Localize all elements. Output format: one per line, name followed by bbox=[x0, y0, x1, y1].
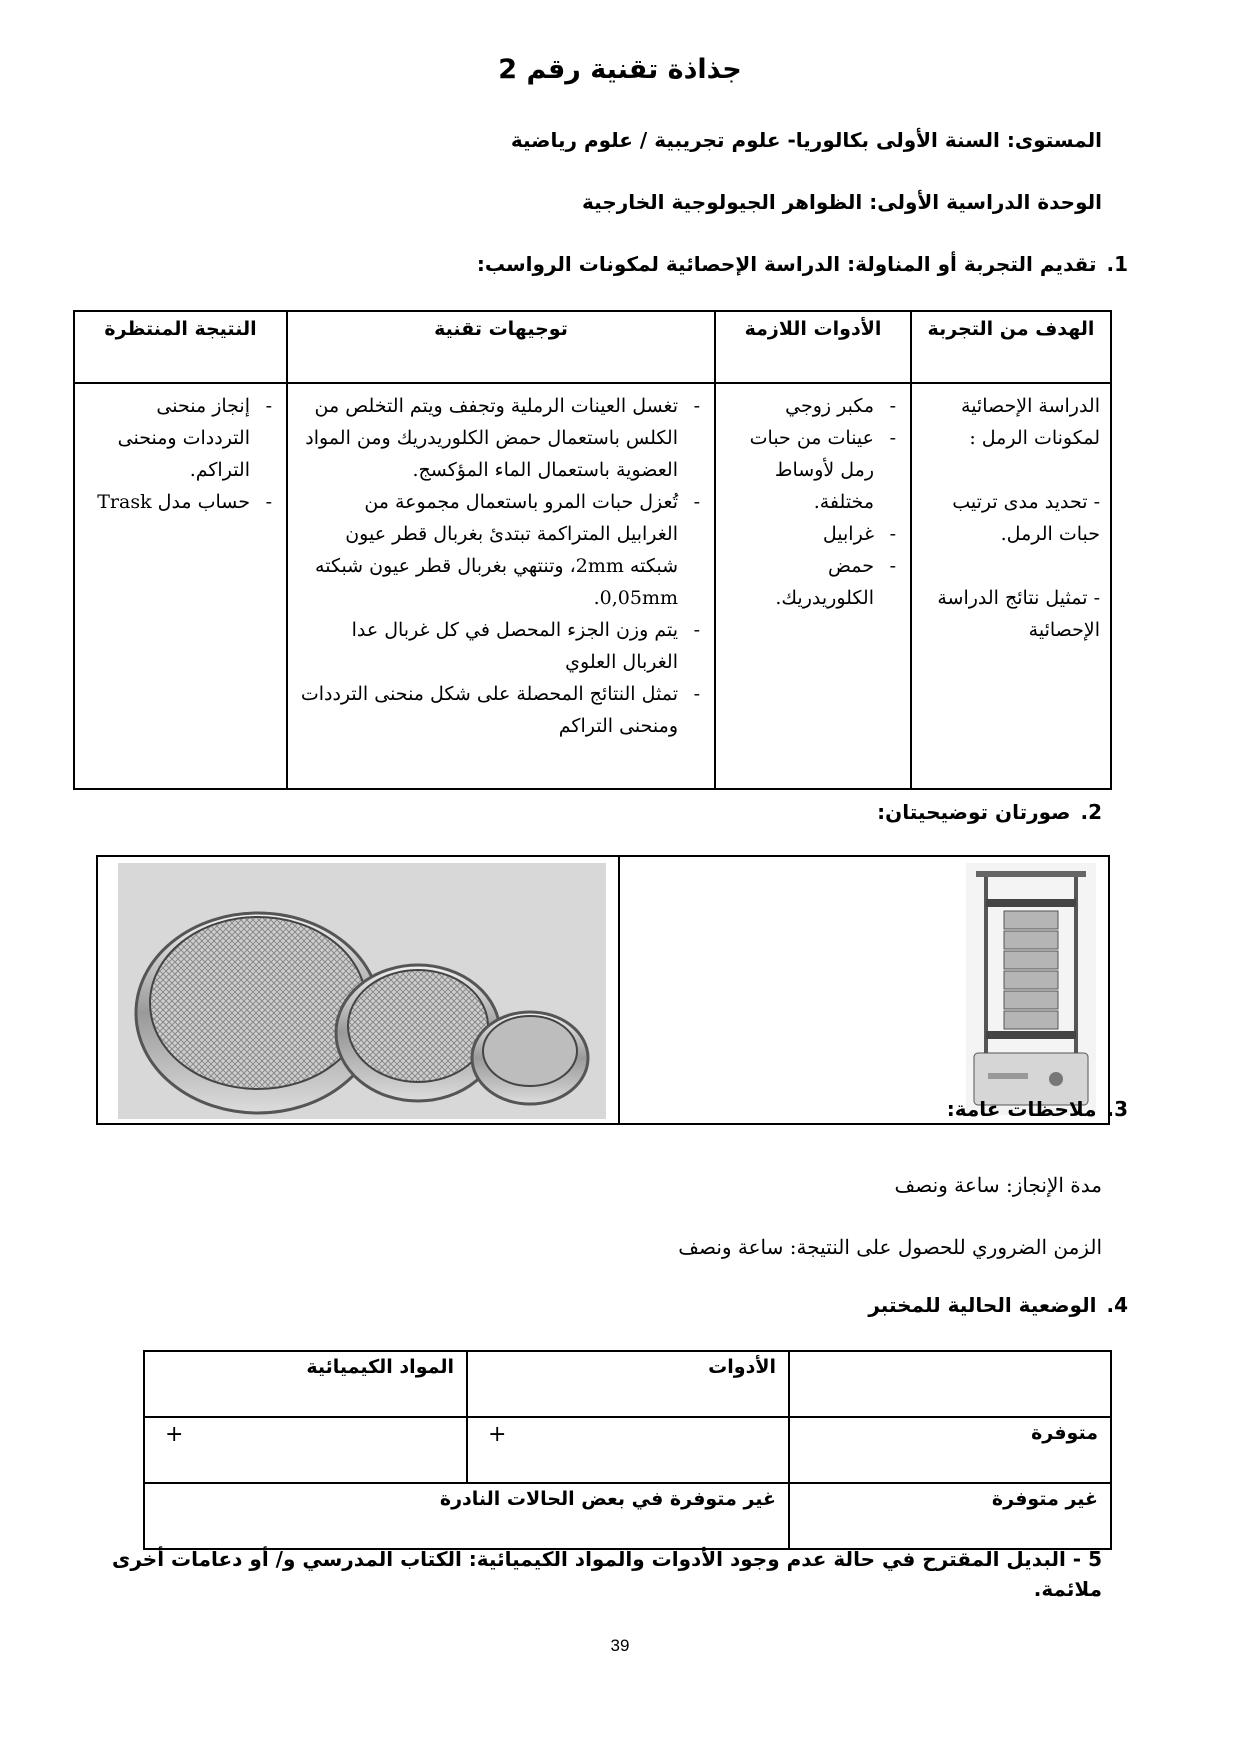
alternative-note: 5 - البديل المقترح في حالة عدم وجود الأدوات والمواد الكيميائية: الكتاب المدرسي و/ أو دعامات أخرى ملائمة. bbox=[112, 1547, 1102, 1601]
level-line: المستوى: السنة الأولى بكالوريا- علوم تجريبية / علوم رياضية bbox=[510, 128, 1102, 152]
section-4-number: 4. bbox=[1106, 1293, 1128, 1317]
illustrations-frame bbox=[96, 855, 1110, 1125]
unit-line: الوحدة الدراسية الأولى: الظواهر الجيولوجية الخارجية bbox=[582, 190, 1102, 214]
unavailable-label: غير متوفرة bbox=[789, 1483, 1111, 1549]
status-header-tools: الأدوات bbox=[467, 1351, 789, 1417]
unavailable-note: غير متوفرة في بعض الحالات النادرة bbox=[144, 1483, 789, 1549]
experiment-table-row bbox=[74, 383, 1111, 789]
guideline-item: - تمثل النتائج المحصلة على شكل منحنى الترددات ومنحنى التراكم bbox=[298, 678, 704, 742]
available-tools-mark: + bbox=[467, 1417, 789, 1483]
guideline-item: - تُعزل حبات المرو باستعمال مجموعة من الغرابيل المتراكمة تبتدئ بغربال قطر عيون شبكته 2mm، وتنتهي بغربال قطر عيون شبكته 0,05mm. bbox=[298, 486, 704, 614]
header-goal: الهدف من التجربة bbox=[911, 311, 1111, 383]
section-2-heading bbox=[877, 800, 1102, 824]
available-label: متوفرة bbox=[789, 1417, 1111, 1483]
section-1-number: 1. bbox=[1106, 252, 1128, 276]
section-1-heading bbox=[477, 252, 1128, 276]
result-item: - إنجاز منحنى الترددات ومنحنى التراكم. bbox=[85, 390, 276, 486]
section-4-text: الوضعية الحالية للمختبر bbox=[868, 1293, 1097, 1317]
tool-item: - حمض الكلوريدريك. bbox=[726, 550, 900, 614]
tools-cell bbox=[715, 383, 911, 789]
page-number: 39 bbox=[610, 1636, 630, 1655]
status-header-row bbox=[144, 1351, 1111, 1417]
goal-intro: الدراسة الإحصائية لمكونات الرمل : bbox=[961, 395, 1100, 449]
guidelines-cell bbox=[287, 383, 715, 789]
duration-line: مدة الإنجاز: ساعة ونصف bbox=[894, 1173, 1102, 1197]
results-cell bbox=[74, 383, 287, 789]
status-header-empty bbox=[789, 1351, 1111, 1417]
section-2-number: 2. bbox=[1080, 800, 1102, 824]
guideline-item: - يتم وزن الجزء المحصل في كل غربال عدا الغربال العلوي bbox=[298, 614, 704, 678]
header-results: النتيجة المنتظرة bbox=[74, 311, 287, 383]
goal-cell bbox=[911, 383, 1111, 789]
section-3-heading bbox=[947, 1097, 1128, 1121]
available-chemicals-mark: + bbox=[144, 1417, 467, 1483]
result-time-line: الزمن الضروري للحصول على النتيجة: ساعة ونصف bbox=[678, 1235, 1102, 1259]
status-available-row bbox=[144, 1417, 1111, 1483]
section-4-heading bbox=[868, 1293, 1128, 1317]
status-unavailable-row bbox=[144, 1483, 1111, 1549]
tool-item: - مكبر زوجي bbox=[726, 390, 900, 422]
goal-item: - تحديد مدى ترتيب حبات الرمل. bbox=[952, 491, 1100, 545]
page-title: جذاذة تقنية رقم 2 bbox=[498, 54, 742, 85]
status-header-chemicals: المواد الكيميائية bbox=[144, 1351, 467, 1417]
header-tools: الأدوات اللازمة bbox=[715, 311, 911, 383]
section-3-text: ملاحظات عامة: bbox=[946, 1097, 1097, 1121]
sieves-photo bbox=[118, 863, 606, 1119]
goal-item: - تمثيل نتائج الدراسة الإحصائية bbox=[937, 587, 1100, 641]
guideline-item: - تغسل العينات الرملية وتجفف ويتم التخلص من الكلس باستعمال حمض الكلوريدريك ومن المواد العضوية باستعمال الماء المؤكسج. bbox=[298, 390, 704, 486]
tool-item: - غرابيل bbox=[726, 518, 900, 550]
tool-item: - عينات من حبات رمل لأوساط مختلفة. bbox=[726, 422, 900, 518]
result-item: - حساب مدل Trask bbox=[85, 486, 276, 518]
header-guidelines: توجيهات تقنية bbox=[287, 311, 715, 383]
frame-divider bbox=[618, 857, 620, 1123]
section-2-text: صورتان توضيحيتان: bbox=[877, 800, 1071, 824]
lab-status-table bbox=[143, 1350, 1112, 1550]
sieve-shaker-photo bbox=[966, 863, 1096, 1115]
section-3-number: 3. bbox=[1106, 1097, 1128, 1121]
experiment-table-header bbox=[74, 311, 1111, 383]
section-1-text: تقديم التجربة أو المناولة: الدراسة الإحصائية لمكونات الرواسب: bbox=[476, 252, 1097, 276]
experiment-table bbox=[73, 310, 1112, 790]
